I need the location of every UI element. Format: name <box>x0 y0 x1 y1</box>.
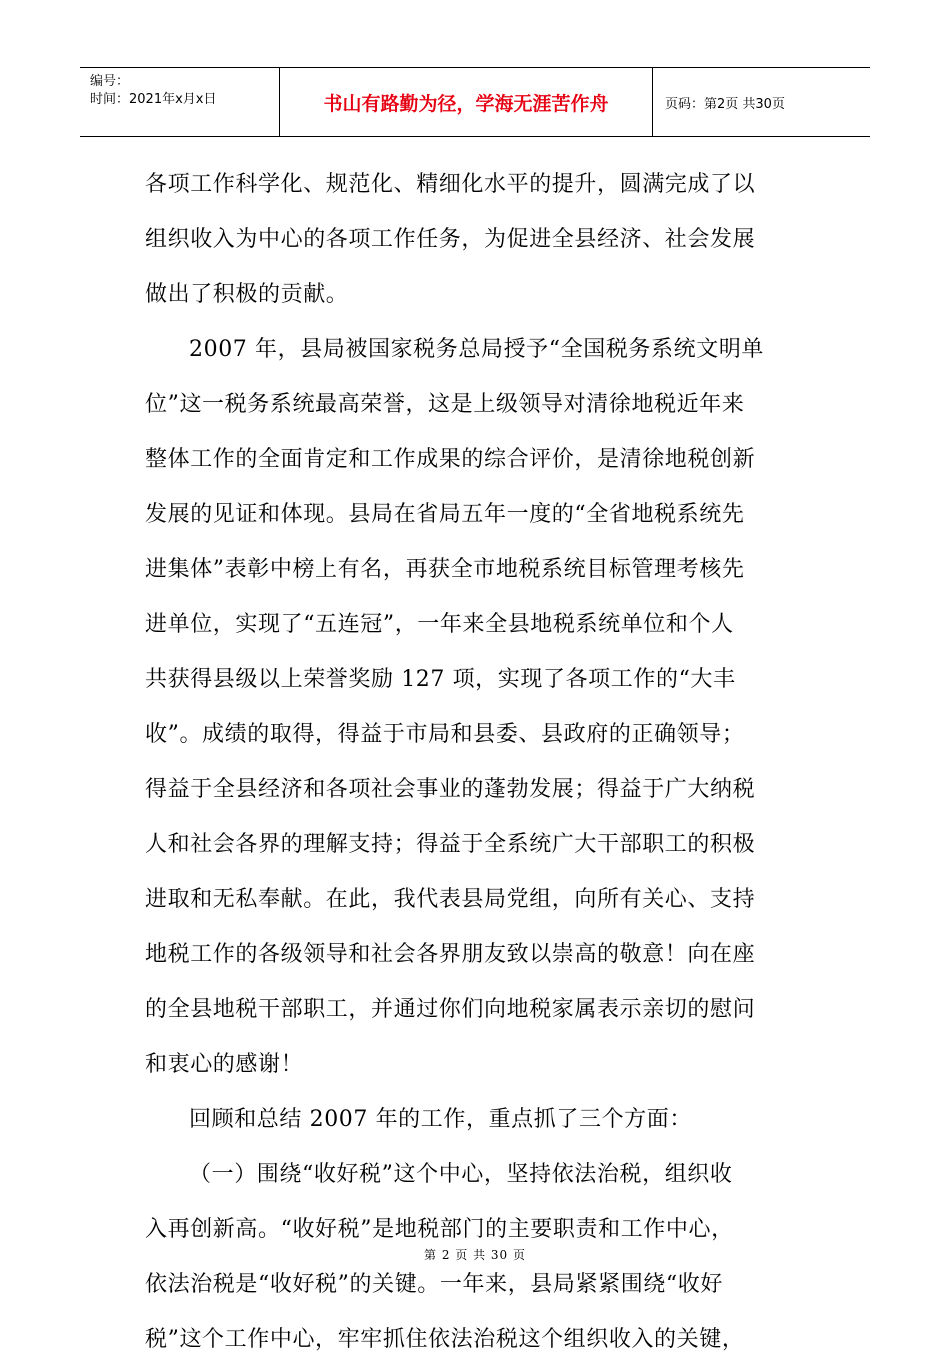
body-line: 人和社会各界的理解支持；得益于全系统广大干部职工的积极 <box>145 832 756 857</box>
body-line: 共获得县级以上荣誉奖励 127 项，实现了各项工作的“大丰 <box>145 667 736 692</box>
date-label: 时间：2021年x月x日 <box>90 92 217 107</box>
body-line: 整体工作的全面肯定和工作成果的综合评价，是清徐地税创新 <box>145 447 756 472</box>
header-meta <box>80 68 280 136</box>
paragraph-start-line: 回顾和总结 2007 年的工作，重点抓了三个方面： <box>189 1107 692 1132</box>
paragraph-start-line: 2007 年，县局被国家税务总局授予“全国税务系统文明单 <box>189 337 765 362</box>
header-motto-cell <box>280 68 653 136</box>
body-line: 组织收入为中心的各项工作任务，为促进全县经济、社会发展 <box>145 227 756 252</box>
body-line: 地税工作的各级领导和社会各界朋友致以崇高的敬意！向在座 <box>145 942 756 967</box>
body-line: 入再创新高。“收好税”是地税部门的主要职责和工作中心， <box>145 1217 734 1242</box>
body-line: 位”这一税务系统最高荣誉，这是上级领导对清徐地税近年来 <box>145 392 745 417</box>
body-line: 进集体”表彰中榜上有名，再获全市地税系统目标管理考核先 <box>145 557 745 582</box>
body-line: 各项工作科学化、规范化、精细化水平的提升，圆满完成了以 <box>145 172 756 197</box>
body-line: 的全县地税干部职工，并通过你们向地税家属表示亲切的慰问 <box>145 997 756 1022</box>
document-body <box>145 157 810 1367</box>
section-heading-line: （一）围绕“收好税”这个中心，坚持依法治税，组织收 <box>189 1162 733 1187</box>
body-line: 进取和无私奉献。在此，我代表县局党组，向所有关心、支持 <box>145 887 756 912</box>
document-header <box>80 67 870 137</box>
body-line: 得益于全县经济和各项社会事业的蓬勃发展；得益于广大纳税 <box>145 777 756 802</box>
body-line: 做出了积极的贡献。 <box>145 282 349 307</box>
body-line: 依法治税是“收好税”的关键。一年来，县局紧紧围绕“收好 <box>145 1272 723 1297</box>
body-line: 进单位，实现了“五连冠”，一年来全县地税系统单位和个人 <box>145 612 734 637</box>
motto-text: 书山有路勤为径，学海无涯苦作舟 <box>323 92 609 115</box>
serial-number-label: 编号： <box>90 74 130 89</box>
page-info: 页码：第2页 共30页 <box>665 96 785 112</box>
page-footer: 第 2 页 共 30 页 <box>424 1248 526 1262</box>
body-line: 收”。成绩的取得，得益于市局和县委、县政府的正确领导； <box>145 722 745 747</box>
body-line: 和衷心的感谢！ <box>145 1052 304 1077</box>
body-line: 发展的见证和体现。县局在省局五年一度的“全省地税系统先 <box>145 502 745 527</box>
body-line: 税”这个工作中心，牢牢抓住依法治税这个组织收入的关键， <box>145 1327 745 1352</box>
